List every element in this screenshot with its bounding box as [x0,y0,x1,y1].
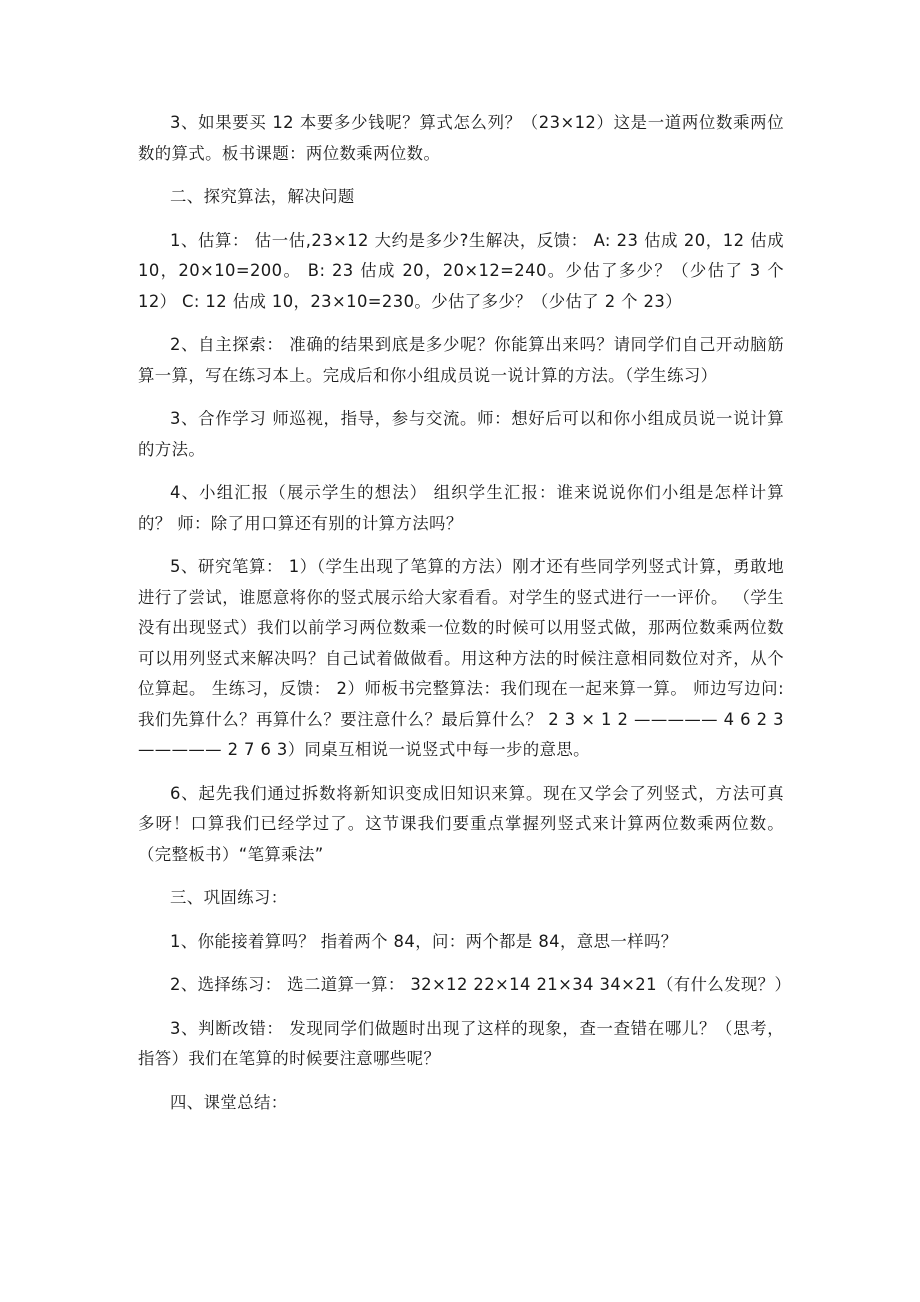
paragraph-summary-methods: 6、起先我们通过拆数将新知识变成旧知识来算。现在又学会了列竖式，方法可真多呀！口算我们已经学过了。这节课我们要重点掌握列竖式来计算两位数乘两位数。（完整板书）“笔算乘法” [138,783,784,864]
paragraph-group-report: 4、小组汇报（展示学生的想法） 组织学生汇报：谁来说说你们小组是怎样计算的？ 师：除了用口算还有别的计算方法吗？ [138,483,784,533]
paragraph-practice-3: 3、判断改错： 发现同学们做题时出现了这样的现象，查一查错在哪儿？（思考，指答）我们在笔算的时候要注意哪些呢？ [138,1018,784,1068]
section-heading-practice: 三、巩固练习： [170,888,288,907]
paragraph-practice-2: 2、选择练习： 选二道算一算： 32×12 22×14 21×34 34×21（有什么发现？） [170,975,792,994]
section-heading-explore: 二、探究算法，解决问题 [170,187,355,206]
paragraph-self-exploration: 2、自主探索： 准确的结果到底是多少呢？你能算出来吗？请同学们自己开动脑筋算一算，写在练习本上。完成后和你小组成员说一说计算的方法。（学生练习） [138,335,784,385]
paragraph-buy-12-books: 3、如果要买 12 本要多少钱呢？算式怎么列？（23×12）这是一道两位数乘两位数的算式。板书课题：两位数乘两位数。 [138,113,784,163]
section-heading-summary: 四、课堂总结： [170,1092,288,1112]
paragraph-written-calculation: 5、研究笔算： 1）（学生出现了笔算的方法）刚才还有些同学列竖式计算，勇敢地进行了尝试，谁愿意将你的竖式展示给大家看看。对学生的竖式进行一一评价。 （学生没有出现竖式）我们以前学习两位数乘一位数的时候可以用竖式做，那两位数乘两位数可以用列竖式来解决吗？自己试着做做看。用这种方法的时候注意相同数位对齐，从个位算起。 生练习，反馈： 2）师板书完整算法：我们现在一起来算一算。 师边写边问:我们先算什么？再算什么？要注意什么？最后算什么？ 2 3 × 1 2 ————— 4 6 2 3 ————— 2 7 6 3）同桌互相说一说竖式中每一步的意思。 [138,557,784,759]
document-body [138,108,792,1131]
paragraph-estimation: 1、估算： 估一估,23×12 大约是多少?生解决，反馈： A: 23 估成 20，12 估成 10，20×10=200。 B: 23 估成 20，20×12=240。少估了多少？（少估了 3 个 12） C: 12 估成 10，23×10=230。少估了多少？（少估了 2 个 23） [138,230,784,311]
paragraph-cooperative-learning: 3、合作学习 师巡视，指导，参与交流。师：想好后可以和你小组成员说一说计算的方法。 [138,409,784,459]
paragraph-practice-1: 1、你能接着算吗？ 指着两个 84，问：两个都是 84，意思一样吗？ [170,931,678,951]
